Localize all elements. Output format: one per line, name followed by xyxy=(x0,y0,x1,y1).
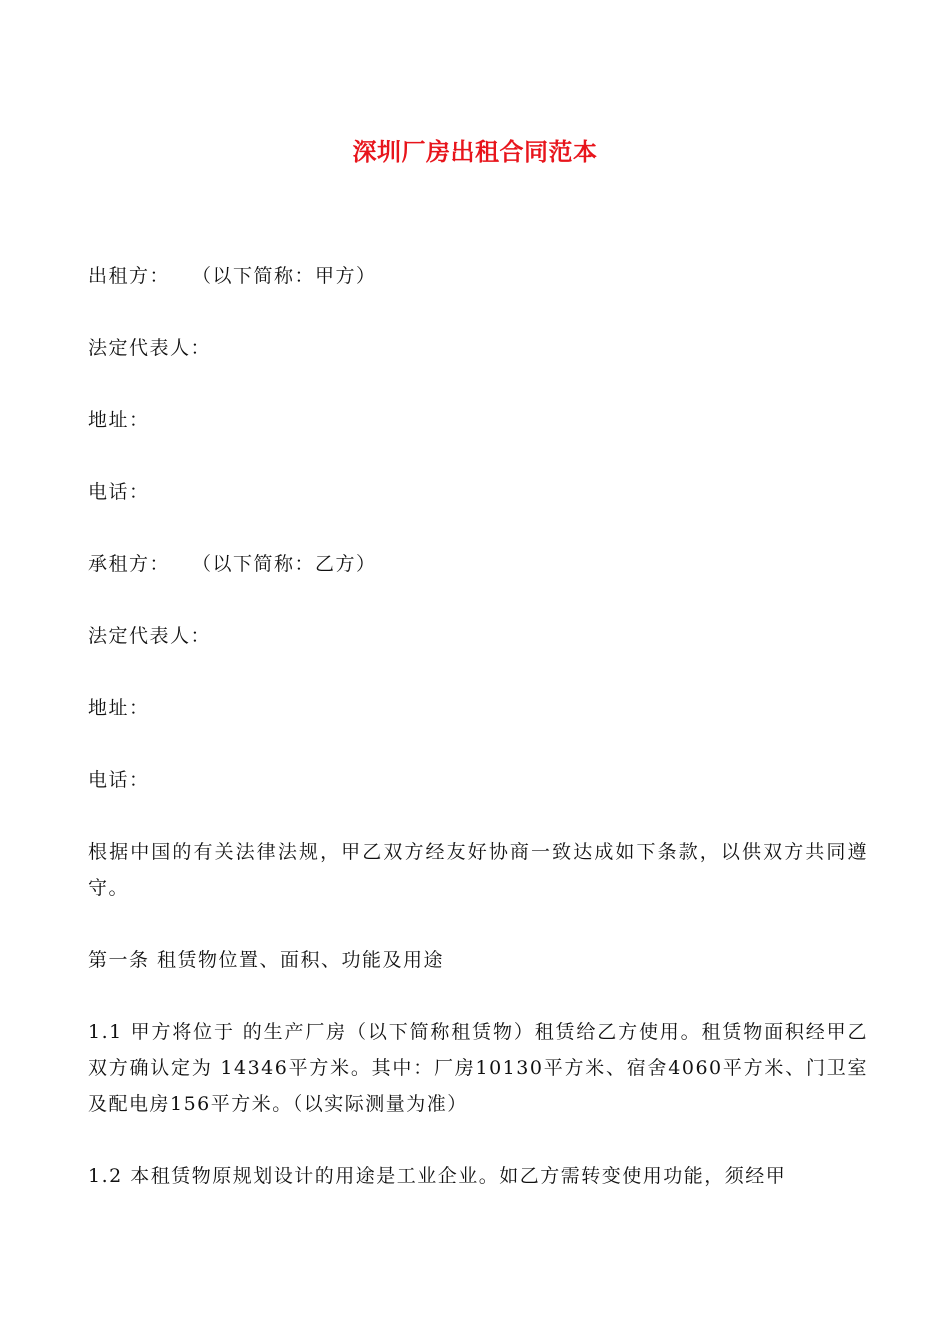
article-one-heading: 第一条 租赁物位置、面积、功能及用途 xyxy=(88,949,445,971)
lessee-legal-rep-line: 法定代表人： xyxy=(88,625,212,647)
lessee-line: 承租方： （以下简称：乙方） xyxy=(88,553,377,575)
clause-1-1-paragraph: 1.1 甲方将位于 的生产厂房（以下简称租赁物）租赁给乙方使用。租赁物面积经甲乙双方确认定为 14346平方米。其中：厂房10130平方米、宿舍4060平方米、门卫室及配电房156平方米。（以实际测量为准） xyxy=(88,1021,868,1115)
lessor-address-line: 地址： xyxy=(88,409,150,431)
lessee-address-line: 地址： xyxy=(88,697,150,719)
lessee-phone-line: 电话： xyxy=(88,769,150,791)
lessor-legal-rep-line: 法定代表人： xyxy=(88,337,212,359)
preamble-paragraph: 根据中国的有关法律法规，甲乙双方经友好协商一致达成如下条款，以供双方共同遵守。 xyxy=(88,841,868,899)
clause-1-2-paragraph: 1.2 本租赁物原规划设计的用途是工业企业。如乙方需转变使用功能，须经甲 xyxy=(88,1165,787,1187)
lessor-line: 出租方： （以下简称：甲方） xyxy=(88,265,377,287)
lessor-phone-line: 电话： xyxy=(88,481,150,503)
document-title: 深圳厂房出租合同范本 xyxy=(352,138,598,166)
